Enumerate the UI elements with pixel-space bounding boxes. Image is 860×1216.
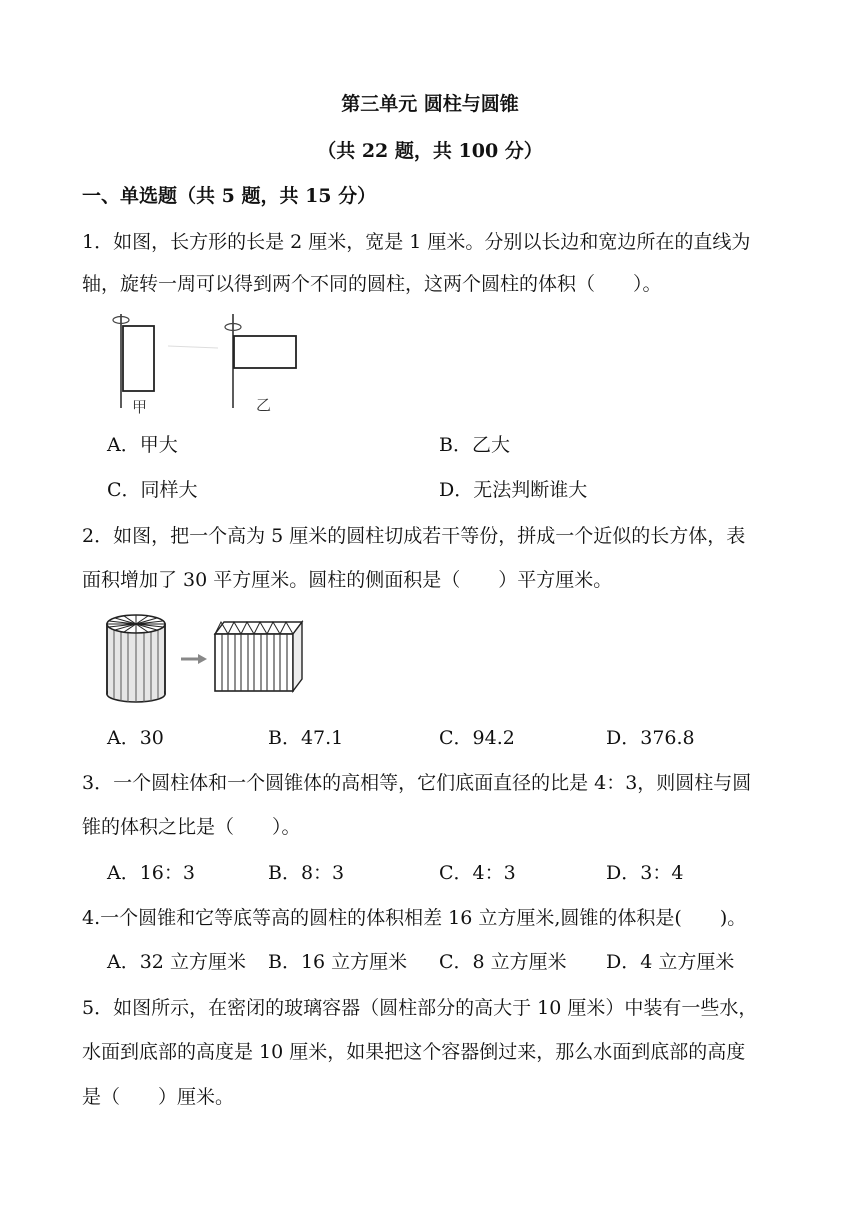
question-3-line-1: 3．一个圆柱体和一个圆锥体的高相等，它们底面直径的比是 4：3，则圆柱与圆: [82, 772, 752, 794]
page-title: 第三单元 圆柱与圆锥: [341, 93, 519, 115]
figure-label-jia: 甲: [132, 398, 148, 416]
question-2-line-2: 面积增加了 30 平方厘米。圆柱的侧面积是（ ）平方厘米。: [82, 569, 613, 591]
question-2-line-1: 2．如图，把一个高为 5 厘米的圆柱切成若干等份，拼成一个近似的长方体，表: [82, 525, 746, 547]
q2-option-a: A．30: [107, 727, 164, 749]
question-1-figure: [108, 306, 313, 416]
q1-option-d: D．无法判断谁大: [439, 479, 588, 501]
q1-option-a: A．甲大: [107, 434, 178, 456]
q4-option-a: A．32 立方厘米: [107, 951, 246, 973]
page-subtitle: （共 22 题，共 100 分）: [317, 140, 543, 162]
q1-option-c: C．同样大: [107, 479, 198, 501]
question-4-line-1: 4.一个圆锥和它等底等高的圆柱的体积相差 16 立方厘米,圆锥的体积是( )。: [82, 907, 747, 929]
rectangle-jia: [113, 314, 154, 408]
q4-option-b: B．16 立方厘米: [268, 951, 408, 973]
q2-option-c: C．94.2: [439, 727, 515, 749]
arrow-right-icon: [181, 654, 207, 664]
q3-option-a: A．16：3: [107, 862, 195, 884]
question-3-line-2: 锥的体积之比是（ ）。: [82, 816, 301, 838]
q1-option-b: B．乙大: [439, 434, 510, 456]
question-5-line-3: 是（ ）厘米。: [82, 1086, 235, 1108]
question-5-line-2: 水面到底部的高度是 10 厘米，如果把这个容器倒过来，那么水面到底部的高度: [82, 1041, 746, 1063]
q2-option-b: B．47.1: [268, 727, 344, 749]
question-1-line-2: 轴，旋转一周可以得到两个不同的圆柱，这两个圆柱的体积（ ）。: [82, 273, 662, 295]
q4-option-c: C．8 立方厘米: [439, 951, 567, 973]
question-5-line-1: 5．如图所示，在密闭的玻璃容器（圆柱部分的高大于 10 厘米）中装有一些水，: [82, 997, 758, 1019]
q2-option-d: D．376.8: [606, 727, 695, 749]
q3-option-b: B．8：3: [268, 862, 345, 884]
question-2-figure: [104, 612, 310, 704]
cylinder-slices: [107, 615, 165, 702]
q3-option-d: D．3：4: [606, 862, 684, 884]
section-heading: 一、单选题（共 5 题，共 15 分）: [82, 185, 377, 207]
cuboid-approximation: [215, 622, 302, 691]
q4-option-d: D．4 立方厘米: [606, 951, 735, 973]
rectangle-yi: [168, 314, 296, 408]
figure-label-yi: 乙: [256, 396, 272, 414]
question-1-line-1: 1．如图，长方形的长是 2 厘米，宽是 1 厘米。分别以长边和宽边所在的直线为: [82, 231, 751, 253]
q3-option-c: C．4：3: [439, 862, 516, 884]
